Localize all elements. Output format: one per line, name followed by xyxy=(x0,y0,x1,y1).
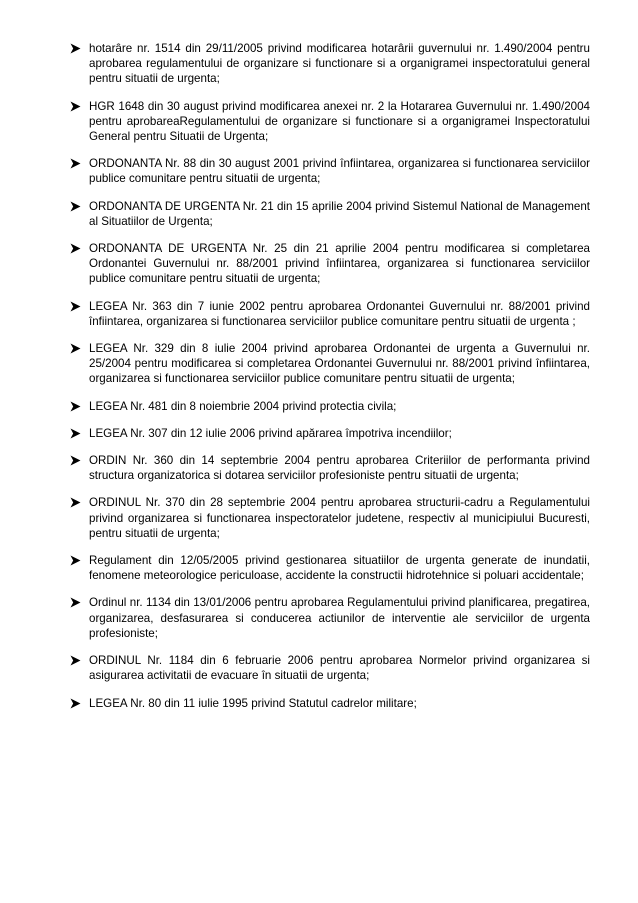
list-item-text: LEGEA Nr. 80 din 11 iulie 1995 privind Statutul cadrelor militare; xyxy=(89,696,417,710)
list-item-text: Regulament din 12/05/2005 privind gestionarea situatiilor de urgenta generate de inundatii, fenomene meteorologice periculoase, accidente la constructii hidrotehnice si poluari accidentale; xyxy=(89,554,590,583)
list-item xyxy=(70,156,590,186)
list-item xyxy=(70,399,590,414)
arrowhead-bullet-icon xyxy=(70,428,81,439)
arrowhead-bullet-icon xyxy=(70,158,81,169)
arrowhead-bullet-icon xyxy=(70,343,81,354)
list-item-text: LEGEA Nr. 481 din 8 noiembrie 2004 privind protectia civila; xyxy=(89,399,397,413)
list-item-text: Ordinul nr. 1134 din 13/01/2006 pentru aprobarea Regulamentului privind planificarea, pregatirea, organizarea, desfasurarea si conducerea actiunilor de interventie ale serviciilor de urgenta profesioniste; xyxy=(89,596,590,640)
list-item xyxy=(70,595,590,641)
arrowhead-bullet-icon xyxy=(70,243,81,254)
list-item xyxy=(70,199,590,229)
list-item-text: HGR 1648 din 30 august privind modificarea anexei nr. 2 la Hotararea Guvernului nr. 1.490/2004 pentru aprobareaRegulamentului de organizare si functionare si a organigramei Inspectoratului General pentru Situatii de Urgenta; xyxy=(89,99,590,144)
arrowhead-bullet-icon xyxy=(70,201,81,212)
arrowhead-bullet-icon xyxy=(70,698,81,709)
arrowhead-bullet-icon xyxy=(70,655,81,666)
list-item xyxy=(70,341,590,387)
list-item-text: hotarâre nr. 1514 din 29/11/2005 privind modificarea hotarârii guvernului nr. 1.490/2004 pentru aprobarea regulamentului de organizare si functionare si a organigramei inspectoratului general pentru situatii de urgenta; xyxy=(89,42,590,86)
arrowhead-bullet-icon xyxy=(70,597,81,608)
list-item xyxy=(70,495,590,541)
list-item xyxy=(70,696,590,711)
list-item xyxy=(70,426,590,441)
legal-acts-list xyxy=(70,41,590,723)
list-item xyxy=(70,241,590,287)
list-item-text: LEGEA Nr. 363 din 7 iunie 2002 pentru aprobarea Ordonantei Guvernului nr. 88/2001 privind înfiintarea, organizarea si functionarea serviciilor publice comunitare pentru situatii de urgenta ; xyxy=(89,299,590,328)
list-item xyxy=(70,99,590,145)
list-item xyxy=(70,653,590,683)
arrowhead-bullet-icon xyxy=(70,43,81,54)
list-item-text: LEGEA Nr. 329 din 8 iulie 2004 privind aprobarea Ordonantei de urgenta a Guvernului nr. 25/2004 pentru modificarea si completarea Ordonantei Guvernului nr. 88/2001 privind înfiintarea, organizarea si functionarea serviciilor publice comunitare pentru situatii de urgenta; xyxy=(89,342,590,386)
arrowhead-bullet-icon xyxy=(70,555,81,566)
list-item xyxy=(70,553,590,583)
arrowhead-bullet-icon xyxy=(70,301,81,312)
arrowhead-bullet-icon xyxy=(70,455,81,466)
arrowhead-bullet-icon xyxy=(70,497,81,508)
list-item-text: ORDINUL Nr. 370 din 28 septembrie 2004 pentru aprobarea structurii-cadru a Regulamentului privind organizarea si functionarea inspectoratelor judetene, respectiv al municipiului Bucuresti, pentru situatii de urgenta; xyxy=(89,496,590,540)
arrowhead-bullet-icon xyxy=(70,101,81,112)
list-item xyxy=(70,299,590,329)
list-item-text: ORDONANTA Nr. 88 din 30 august 2001 privind înfiintarea, organizarea si functionarea serviciilor publice comunitare pentru situatii de urgenta; xyxy=(89,157,590,186)
arrowhead-bullet-icon xyxy=(70,401,81,412)
list-item-text: LEGEA Nr. 307 din 12 iulie 2006 privind apărarea împotriva incendiilor; xyxy=(89,426,452,440)
list-item-text: ORDINUL Nr. 1184 din 6 februarie 2006 pentru aprobarea Normelor privind organizarea si asigurarea activitatii de evacuare în situatii de urgenta; xyxy=(89,654,590,683)
list-item-text: ORDONANTA DE URGENTA Nr. 25 din 21 aprilie 2004 pentru modificarea si completarea Ordonantei Guvernului nr. 88/2001 privind înfiintarea, organizarea si functionarea serviciilor publice comunitare pentru situatii de urgenta; xyxy=(89,242,590,286)
list-item-text: ORDONANTA DE URGENTA Nr. 21 din 15 aprilie 2004 privind Sistemul National de Management al Situatiilor de Urgenta; xyxy=(89,199,590,228)
list-item-text: ORDIN Nr. 360 din 14 septembrie 2004 pentru aprobarea Criteriilor de performanta privind structura organizatorica si dotarea serviciilor profesioniste pentru situatii de urgenta; xyxy=(89,454,590,483)
list-item xyxy=(70,453,590,483)
list-item xyxy=(70,41,590,87)
